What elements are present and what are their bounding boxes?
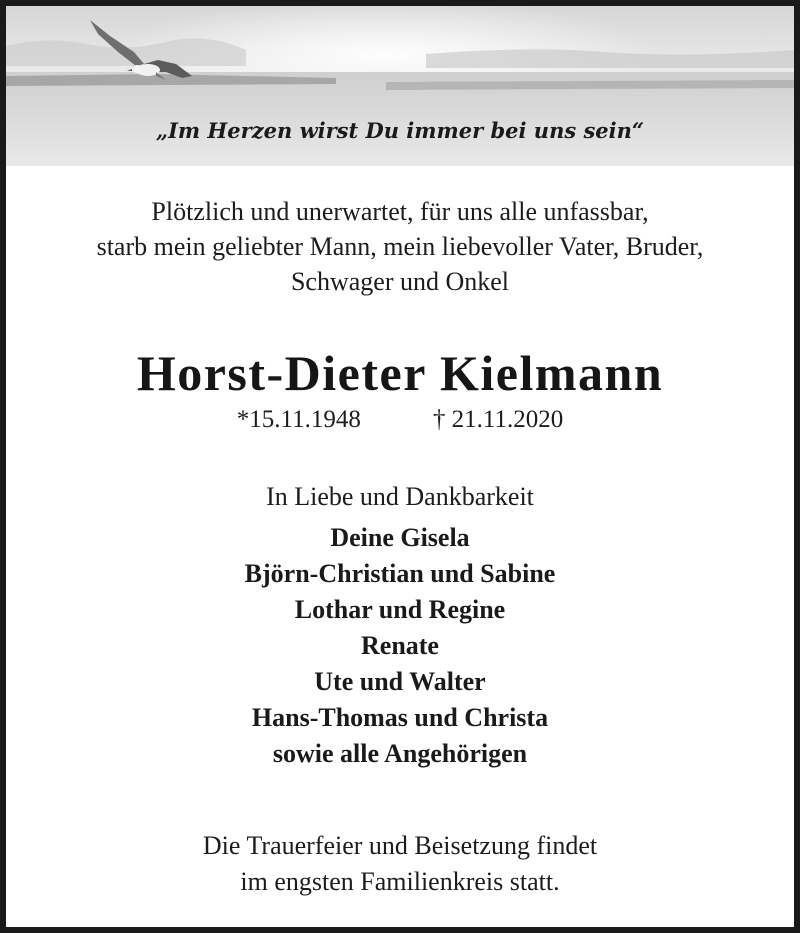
notice-line: Die Trauerfeier und Beisetzung findet [202, 831, 598, 860]
motto-quote: „Im Herzen wirst Du immer bei uns sein“ [156, 118, 644, 143]
deceased-name: Horst-Dieter Kielmann [136, 345, 664, 401]
mourner-entry: Ute und Walter [314, 667, 486, 696]
life-dates [6, 406, 794, 434]
intro-text [6, 194, 794, 299]
intro-line: Plötzlich und unerwartet, für uns alle unfassbar, [151, 197, 649, 226]
mourner-entry: sowie alle Angehörigen [272, 739, 528, 768]
death-date: † 21.11.2020 [432, 406, 564, 433]
funeral-notice [6, 828, 794, 900]
mourner-entry: Deine Gisela [330, 523, 470, 552]
notice-line: im engsten Familienkreis statt. [240, 867, 560, 896]
mourner-entry: Renate [361, 631, 439, 660]
mourner-entry: Hans-Thomas und Christa [251, 703, 549, 732]
mourners-list [6, 520, 794, 772]
mourner-entry: Björn-Christian und Sabine [244, 559, 556, 588]
mourner-entry: Lothar und Regine [294, 595, 506, 624]
thanks-line: In Liebe und Dankbarkeit [266, 482, 534, 511]
header-banner [6, 6, 794, 166]
birth-date: *15.11.1948 [236, 406, 361, 433]
intro-line: starb mein geliebter Mann, mein liebevoller Vater, Bruder, [96, 232, 704, 261]
intro-line: Schwager und Onkel [290, 267, 510, 296]
